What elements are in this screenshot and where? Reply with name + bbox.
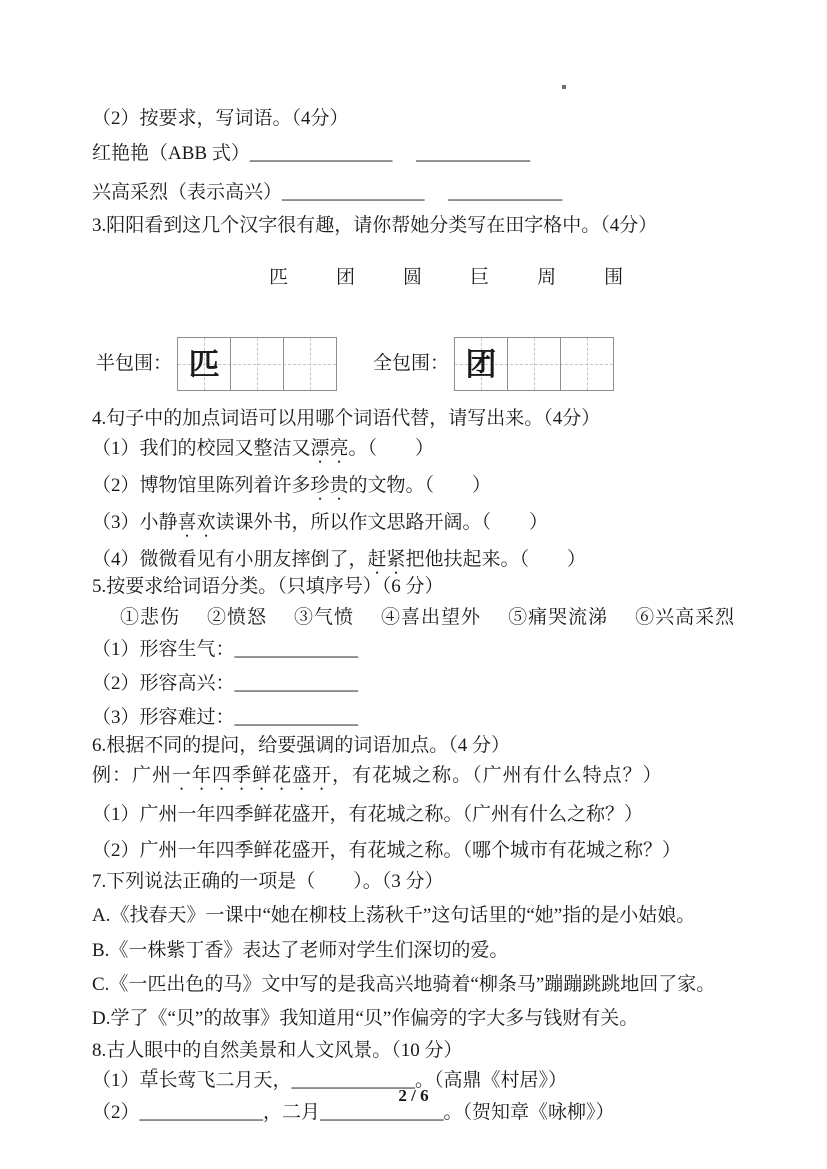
word-xichuwangwai: ④喜出望外 (381, 607, 482, 628)
q3-characters (269, 266, 623, 290)
tianzige-cell (230, 338, 283, 390)
q4-item-3: （3）小静喜欢读课外书，所以作文思路开阔。（ ） (92, 512, 549, 533)
char-zhou: 周 (537, 267, 557, 288)
q7-option-d: D.学了《“贝”的故事》我知道用“贝”作偏旁的字大多与钱财有关。 (92, 1008, 639, 1029)
q6-example: 例：广州一年四季鲜花盛开，有花城之称。（广州有什么特点？） (92, 765, 663, 786)
char-yuan: 圆 (403, 267, 423, 288)
q3-character-row (92, 242, 787, 314)
tianzige-cell (178, 338, 230, 390)
q5-item-1: （1）形容生气：_____________ (92, 639, 359, 660)
full-enclosure-grid (454, 337, 614, 391)
tianzige-cell (283, 338, 336, 390)
q7-option-c: C.《一匹出色的马》文中写的是我高兴地骑着“柳条马”蹦蹦跳跳地回了家。 (92, 974, 716, 995)
q7-option-a: A.《找春天》一课中“她在柳枝上荡秋千”这句话里的“她”指的是小姑娘。 (92, 905, 696, 926)
tianzige-row (96, 337, 787, 391)
q5-word-list (120, 606, 787, 630)
page-number: 2 / 6 (398, 1086, 429, 1105)
word-qifen: ③气愤 (294, 607, 355, 628)
q2-header: （2）按要求，写词语。（4分） (92, 108, 349, 129)
tianzige-cell (560, 338, 613, 390)
q8-item-2: （2）_____________，二月_____________。（贺知章《咏柳》） (92, 1102, 615, 1123)
q2-blank-abb: 红艳艳（ABB 式）_______________ ____________ (92, 143, 531, 164)
word-beishang: ①悲伤 (120, 607, 181, 628)
q6-header: 6.根据不同的提问，给要强调的词语加点。（4 分） (92, 735, 511, 756)
stray-mark-top (562, 85, 566, 89)
word-fennu: ②愤怒 (207, 607, 268, 628)
grid-vline (534, 338, 535, 390)
q4-item-2: （2）博物馆里陈列着许多珍贵的文物。（ ） (92, 475, 492, 496)
stray-mark-bottom (152, 1068, 157, 1070)
q7-header: 7.下列说法正确的一项是（ ）。（3 分） (92, 871, 444, 892)
q4-item-1: （1）我们的校园又整洁又漂亮。（ ） (92, 438, 435, 459)
q5-item-2: （2）形容高兴：_____________ (92, 673, 359, 694)
full-enclosure-label: 全包围： (373, 353, 450, 374)
char-pi: 匹 (269, 267, 289, 288)
grid-vline (587, 338, 588, 390)
char-tuan: 团 (336, 267, 356, 288)
q8-header: 8.古人眼中的自然美景和人文风景。（10 分） (92, 1040, 463, 1061)
q2-blank-happy: 兴高采烈（表示高兴）_______________ ____________ (92, 182, 563, 203)
tianzige-cell (507, 338, 560, 390)
char-ju: 巨 (470, 267, 490, 288)
q4-header: 4.句子中的加点词语可以用哪个词语代替，请写出来。（4分） (92, 408, 601, 429)
char-wei: 围 (604, 267, 624, 288)
grid-vline (257, 338, 258, 390)
q8-item-1: （1）草长莺飞二月天，_____________。（高鼎《村居》） (92, 1070, 568, 1091)
q5-item-3: （3）形容难过：_____________ (92, 707, 359, 728)
semi-enclosure-label: 半包围： (96, 353, 173, 374)
word-xinggaocailie: ⑥兴高采烈 (635, 607, 736, 628)
q6-item-2: （2）广州一年四季鲜花盛开，有花城之称。（哪个城市有花城之称？） (92, 840, 682, 861)
handwritten-char-pi: 匹 (188, 346, 220, 382)
q5-header: 5.按要求给词语分类。（只填序号）（6 分） (92, 576, 444, 597)
grid-vline (310, 338, 311, 390)
semi-enclosure-grid (177, 337, 337, 391)
q4-item-4: （4）微微看见有小朋友摔倒了，赶紧把他扶起来。（ ） (92, 549, 587, 570)
q6-item-1: （1）广州一年四季鲜花盛开，有花城之称。（广州有什么之称？） (92, 804, 644, 825)
q7-option-b: B.《一株紫丁香》表达了老师对学生们深切的爱。 (92, 940, 509, 961)
tianzige-cell (455, 338, 507, 390)
handwritten-char-tuan: 团 (465, 346, 497, 382)
word-tongkuliuti: ⑤痛哭流涕 (508, 607, 609, 628)
q3-header: 3.阳阳看到这几个汉字很有趣，请你帮她分类写在田字格中。（4分） (92, 215, 658, 236)
